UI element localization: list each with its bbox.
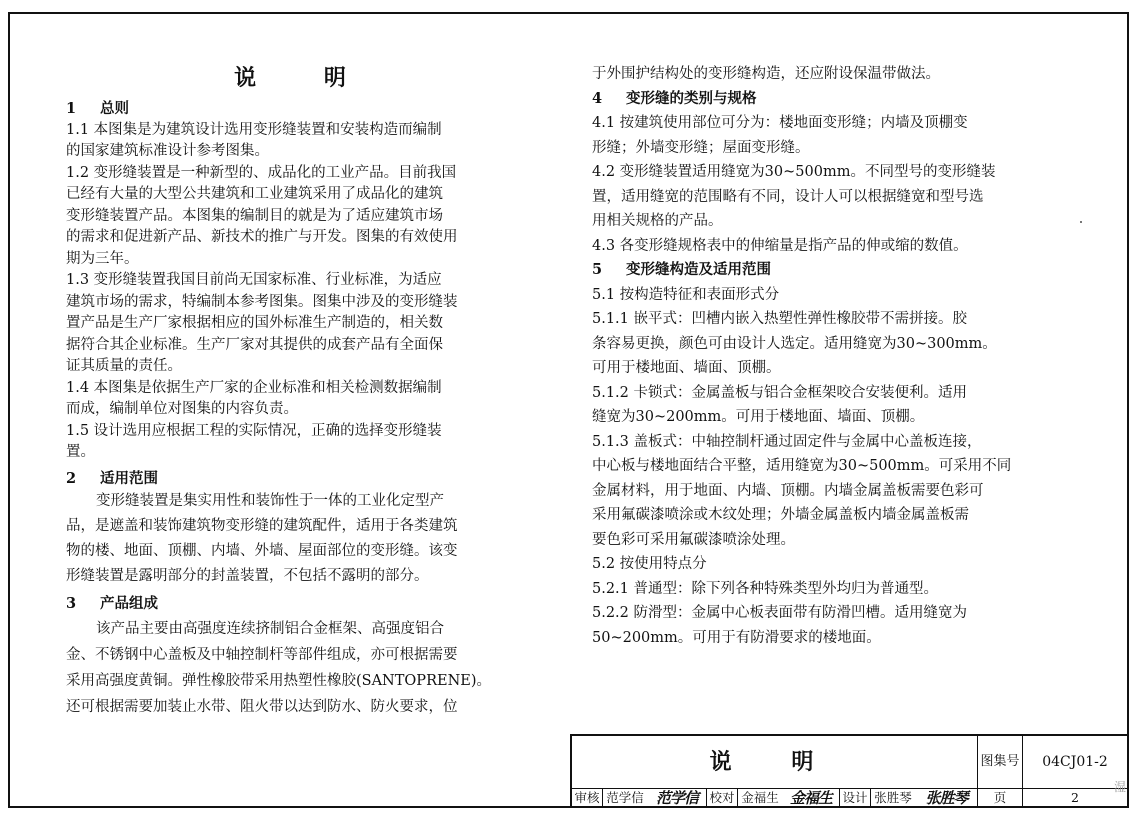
- paragraph-line: 的国家建筑标准设计参考图集。: [66, 143, 269, 159]
- paragraph-line: 置。: [66, 444, 95, 460]
- paragraph-line: 采用高强度黄铜。弹性橡胶带采用热塑性橡胶(SANTOPRENE)。: [66, 673, 491, 689]
- paragraph-line: 置，适用缝宽的范围略有不同，设计人可以根据缝宽和型号选: [592, 188, 984, 205]
- heading-4-text: 变形缝的类别与规格: [626, 89, 757, 107]
- heading-2: [66, 468, 544, 490]
- paragraph-line: 5.1 按构造特征和表面形式分: [592, 286, 780, 303]
- paragraph-line: 50~200mm。可用于有防滑要求的楼地面。: [592, 629, 881, 646]
- page-title: 说 明: [234, 65, 376, 91]
- designer-signature: 张胜琴: [916, 789, 978, 807]
- heading-2-text: 适用范围: [100, 469, 158, 487]
- paragraph-line: 4.2 变形缝装置适用缝宽为30~500mm。不同型号的变形缝装: [592, 164, 996, 180]
- heading-5: [592, 258, 1062, 283]
- atlas-number: 04CJ01-2: [1042, 754, 1108, 770]
- paragraph-line: 可用于楼地面、墙面、顶棚。: [592, 360, 781, 376]
- paragraph-line: 5.1.2 卡锁式：金属盖板与铝合金框架咬合安装便利。适用: [592, 384, 968, 401]
- review-label: 审核: [572, 789, 603, 807]
- right-column: [592, 62, 1062, 650]
- paragraph-line: 采用氟碳漆喷涂或木纹处理；外墙金属盖板内墙金属盖板需: [592, 507, 969, 523]
- heading-1-number: 1: [66, 100, 77, 117]
- paragraph-line: 该产品主要由高强度连续挤制铝合金框架、高强度铝合: [96, 621, 444, 637]
- paragraph-line: 4.1 按建筑使用部位可分为：楼地面变形缝；内墙及顶棚变: [592, 115, 968, 131]
- paragraph-line: 中心板与楼地面结合平整，适用缝宽为30~500mm。可采用不同: [592, 458, 1012, 474]
- paragraph-line: 证其质量的责任。: [66, 358, 182, 374]
- paragraph-line: 1.3 变形缝装置我国目前尚无国家标准、行业标准，为适应: [66, 272, 442, 288]
- paragraph-line: 建筑市场的需求，特编制本参考图集。图集中涉及的变形缝装: [66, 293, 458, 310]
- paragraph-line: 缝宽为30~200mm。可用于楼地面、墙面、顶棚。: [592, 409, 925, 425]
- paragraph-line: 1.2 变形缝装置是一种新型的、成品化的工业产品。目前我国: [66, 164, 457, 181]
- title-block: [570, 734, 1127, 806]
- heading-3: [66, 592, 544, 616]
- paragraph-line: 还可根据需要加装止水带、阻火带以达到防水、防火要求，位: [66, 699, 458, 715]
- paragraph-line: 形缝装置是露明部分的封盖装置，不包括不露明的部分。: [66, 568, 429, 584]
- checker-name: 金福生: [741, 790, 779, 805]
- paragraph-line: 条容易更换，颜色可由设计人选定。适用缝宽为30~300mm。: [592, 335, 997, 352]
- paragraph-line: 金属材料，用于地面、内墙、顶棚。内墙金属盖板需要色彩可: [592, 482, 984, 499]
- heading-5-number: 5: [592, 261, 603, 278]
- paragraph-line: 置产品是生产厂家根据相应的国外标准生产制造的，相关数: [66, 315, 443, 331]
- page-label: 页: [978, 789, 1023, 807]
- paragraph-line: 物的楼、地面、顶棚、内墙、外墙、屋面部位的变形缝。该变: [66, 543, 458, 559]
- paragraph-line: 的需求和促进新产品、新技术的推广与开发。图集的有效使用: [66, 229, 458, 245]
- checker-signature: 金福生: [783, 789, 840, 807]
- paragraph-line: 期为三年。: [66, 250, 139, 267]
- paragraph-line: 1.4 本图集是依据生产厂家的企业标准和相关检测数据编制: [66, 379, 442, 396]
- heading-5-text: 变形缝构造及适用范围: [626, 261, 771, 278]
- margin-mark: 湿: [1114, 780, 1127, 794]
- paragraph-line: 要色彩可采用氟碳漆喷涂处理。: [592, 531, 795, 548]
- paragraph-line: 形缝；外墙变形缝；屋面变形缝。: [592, 139, 810, 156]
- paragraph-line: 4.3 各变形缝规格表中的伸缩量是指产品的伸或缩的数值。: [592, 237, 968, 254]
- paragraph-line: 5.2.2 防滑型：金属中心板表面带有防滑凹槽。适用缝宽为: [592, 605, 968, 621]
- atlas-number-label: 图集号: [978, 736, 1023, 788]
- designer-name: 张胜琴: [874, 790, 912, 805]
- heading-4: [592, 87, 1062, 112]
- heading-3-text: 产品组成: [100, 595, 158, 612]
- heading-1: [66, 98, 544, 120]
- heading-2-number: 2: [66, 469, 77, 487]
- title-block-top-row: [572, 736, 1127, 789]
- design-label: 设计: [840, 789, 871, 807]
- paragraph-line: 5.1.1 嵌平式：凹槽内嵌入热塑性弹性橡胶带不需拼接。胶: [592, 311, 968, 327]
- paragraph-line: 用相关规格的产品。: [592, 213, 723, 229]
- paragraph-line: 5.1.3 盖板式：中轴控制杆通过固定件与金属中心盖板连接，: [592, 433, 982, 450]
- paragraph-line: 5.2 按使用特点分: [592, 556, 707, 572]
- paragraph-line: 变形缝装置产品。本图集的编制目的就是为了适应建筑市场: [66, 207, 443, 224]
- paragraph-line: 1.5 设计选用应根据工程的实际情况，正确的选择变形缝装: [66, 422, 442, 439]
- page-number: 2: [1071, 790, 1079, 805]
- left-column: [66, 62, 544, 720]
- scan-speck: [1080, 221, 1082, 223]
- reviewer-signature: 范学信: [648, 789, 707, 807]
- check-label: 校对: [707, 789, 738, 807]
- paragraph-line: 品，是遮盖和装饰建筑物变形缝的建筑配件，适用于各类建筑: [66, 518, 458, 534]
- paragraph-line: 据符合其企业标准。生产厂家对其提供的成套产品有全面保: [66, 336, 443, 353]
- paragraph-line: 而成，编制单位对图集的内容负责。: [66, 401, 298, 417]
- title-block-signature-row: [572, 789, 1127, 807]
- title-block-title: 说 明: [572, 736, 978, 788]
- paragraph-line: 1.1 本图集是为建筑设计选用变形缝装置和安装构造而编制: [66, 121, 442, 138]
- heading-4-number: 4: [592, 89, 603, 107]
- paragraph-line: 变形缝装置是集实用性和装饰性于一体的工业化定型产: [96, 493, 444, 509]
- paragraph-line: 已经有大量的大型公共建筑和工业建筑采用了成品化的建筑: [66, 186, 443, 202]
- heading-1-text: 总则: [100, 100, 129, 117]
- paragraph-line: 5.2.1 普通型：除下列各种特殊类型外均归为普通型。: [592, 580, 939, 597]
- paragraph-line: 于外围护结构处的变形缝构造，还应附设保温带做法。: [592, 66, 940, 82]
- reviewer-name: 范学信: [606, 790, 644, 805]
- heading-3-number: 3: [66, 595, 77, 612]
- paragraph-line: 金、不锈钢中心盖板及中轴控制杆等部件组成，亦可根据需要: [66, 647, 458, 663]
